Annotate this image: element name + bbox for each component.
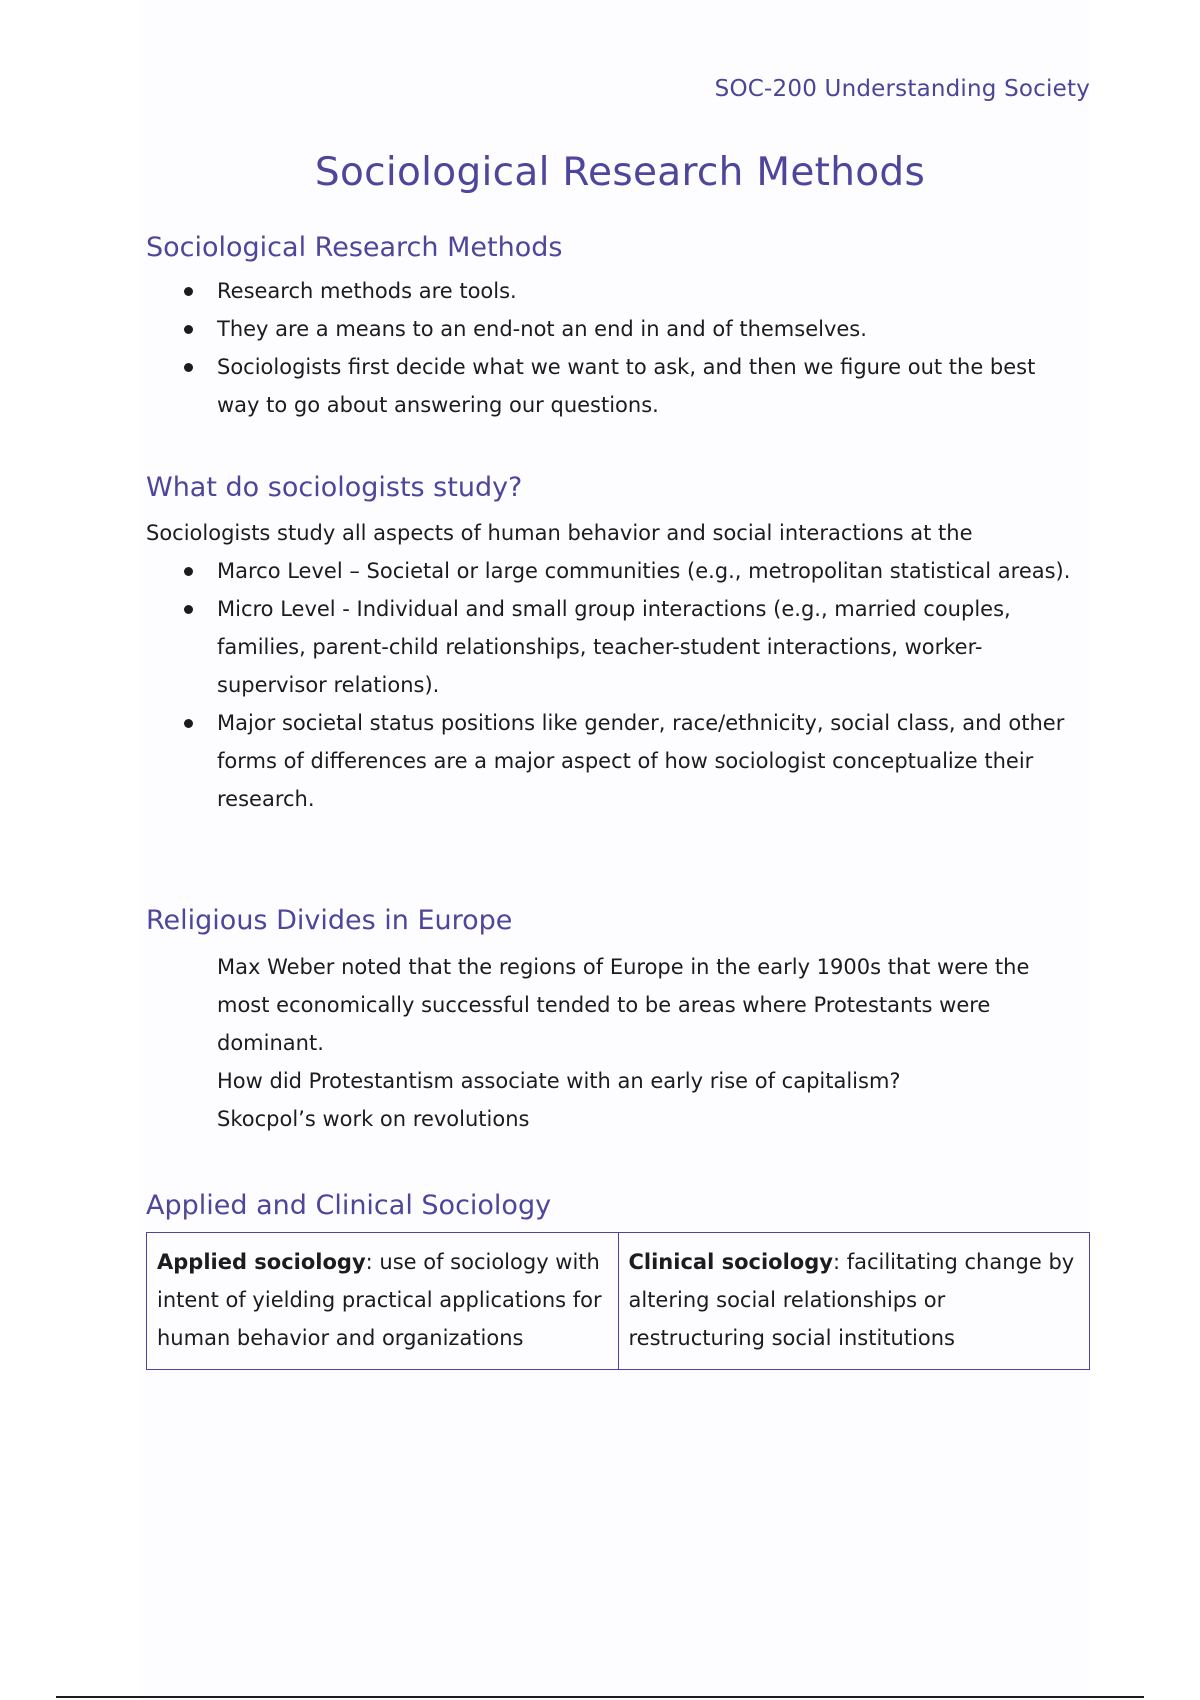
list-item — [0, 704, 1072, 818]
bullet-icon — [184, 567, 193, 576]
section-heading-what-study: What do sociologists study? — [146, 472, 523, 503]
paragraph: Max Weber noted that the regions of Europe in the early 1900s that were the most economically successful tended to be areas where Protestants were dominant. — [217, 955, 1030, 1055]
clinical-sociology-cell — [618, 1233, 1090, 1370]
table-row — [147, 1233, 1090, 1370]
paragraph: Skocpol’s work on revolutions — [217, 1107, 530, 1131]
list-item-text: Sociologists first decide what we want to ask, and then we figure out the best way to go about answering our questions. — [217, 355, 1036, 417]
list-item — [0, 348, 1072, 424]
list-item — [0, 552, 1072, 590]
research-methods-list — [0, 272, 1100, 424]
bullet-icon — [184, 325, 193, 334]
page-title: Sociological Research Methods — [314, 150, 926, 195]
applied-sociology-cell — [147, 1233, 619, 1370]
list-item — [0, 590, 1072, 704]
list-item-text: Major societal status positions like gender, race/ethnicity, social class, and other forms of differences are a major aspect of how sociologist conceptualize their research. — [217, 711, 1065, 811]
term-definition: : facilitating change by altering social relationships or restructuring social institutions — [628, 1250, 1075, 1350]
list-item-text: Research methods are tools. — [217, 279, 517, 303]
study-levels-list — [0, 552, 1100, 818]
bullet-icon — [184, 719, 193, 728]
section-heading-research-methods: Sociological Research Methods — [146, 232, 563, 263]
study-intro-text: Sociologists study all aspects of human behavior and social interactions at the — [146, 521, 973, 545]
section-heading-applied-clinical: Applied and Clinical Sociology — [146, 1190, 552, 1221]
definitions-table — [146, 1232, 1090, 1370]
list-item — [0, 310, 1072, 348]
term-label: Applied sociology — [157, 1250, 366, 1274]
list-item-text: They are a means to an end-not an end in and of themselves. — [217, 317, 867, 341]
list-item-text: Marco Level – Societal or large communities (e.g., metropolitan statistical areas). — [217, 559, 1071, 583]
religious-divides-text — [217, 948, 1077, 1138]
list-item — [0, 272, 1072, 310]
term-label: Clinical sociology — [628, 1250, 833, 1274]
list-item-text: Micro Level - Individual and small group interactions (e.g., married couples, families, parent-child relationships, teacher-student interactions, worker-supervisor relations). — [217, 597, 1011, 697]
term-definition: : use of sociology with intent of yielding practical applications for human behavior and organizations — [157, 1250, 602, 1350]
footer-divider — [56, 1696, 1144, 1698]
bullet-icon — [184, 363, 193, 372]
course-header: SOC-200 Understanding Society — [714, 76, 1090, 102]
bullet-icon — [184, 287, 193, 296]
bullet-icon — [184, 605, 193, 614]
paragraph: How did Protestantism associate with an early rise of capitalism? — [217, 1069, 901, 1093]
section-heading-religious-divides: Religious Divides in Europe — [146, 905, 513, 936]
